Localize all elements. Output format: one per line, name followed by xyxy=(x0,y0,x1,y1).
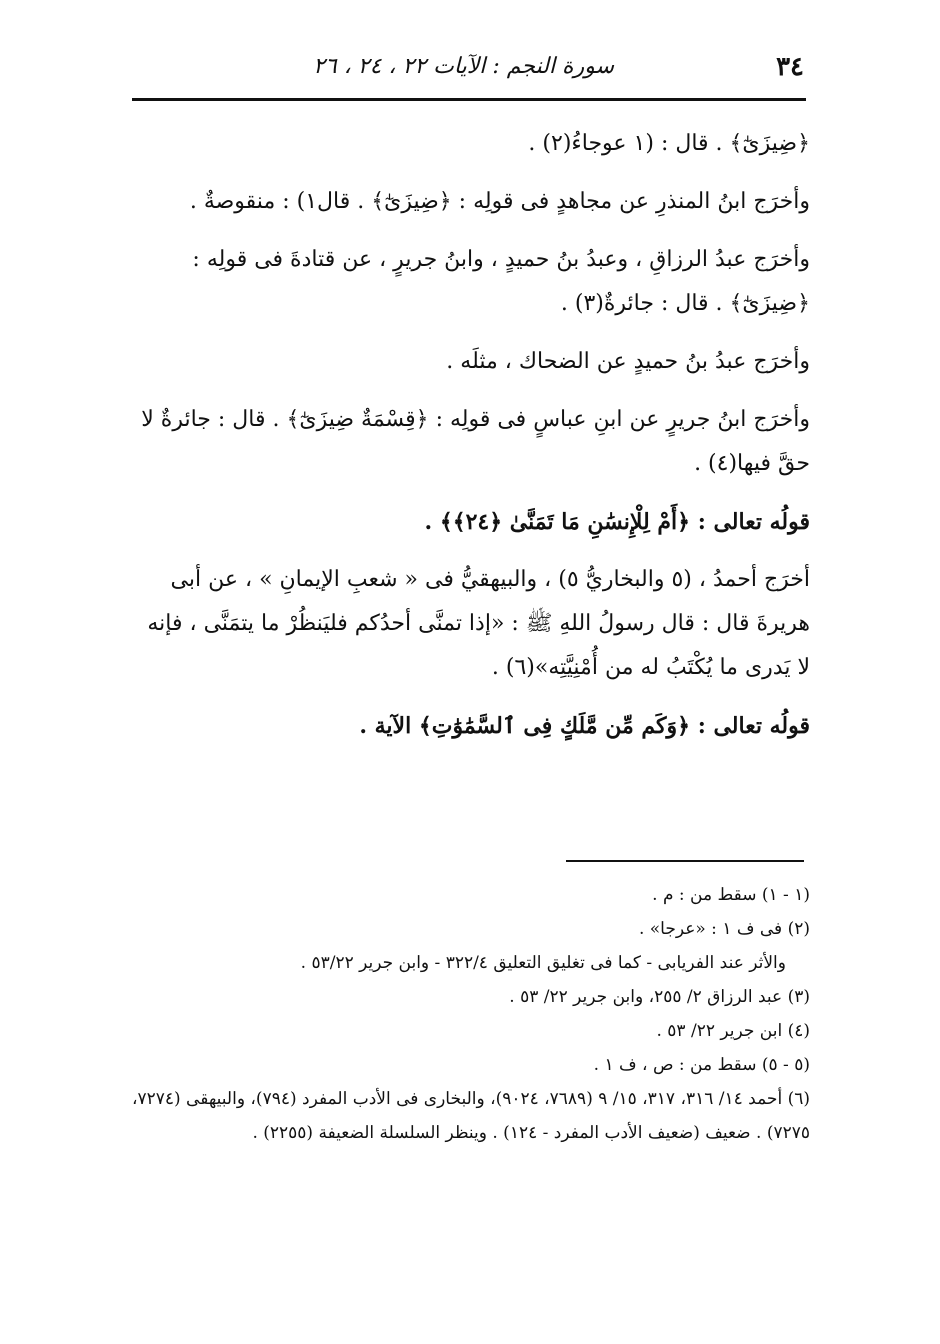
footnote: (٣) عبد الرزاق ٢/ ٢٥٥، وابن جرير ٢٢/ ٥٣ . xyxy=(509,987,810,1007)
paragraph: وأخرَج ابنُ جريرٍ عن ابنِ عباسٍ فى قولِه : ﴿قِسْمَةٌ ضِيزَىٰٓ﴾ . قال : جائرةٌ لا حقَّ فيها(٤) . xyxy=(141,407,810,476)
verse-heading: قولُه تعالى : ﴿أَمْ لِلْإِنسَٰنِ مَا تَمَنَّىٰ ﴿٢٤﴾﴾ . xyxy=(424,509,810,535)
main-text xyxy=(128,122,810,762)
footnote-rule xyxy=(566,860,804,862)
paragraph: وأخرَج عبدُ الرزاقِ ، وعبدُ بنُ حميدٍ ، وابنُ جريرٍ ، عن قتادةَ فى قولِه : ﴿ضِيزَىٰٓ﴾ . قال : جائرةٌ(٣) . xyxy=(192,247,810,316)
footnote: (٦) أحمد ١٤/ ٣١٦، ٣١٧، ١٥/ ٩ (٧٦٨٩، ٩٠٢٤)، والبخارى فى الأدب المفرد (٧٩٤)، والبيهقى (٧٢٧٤، ٧٢٧٥) . ضعيف (ضعيف الأدب المفرد - ١٢٤) . وينظر السلسلة الضعيفة (٢٢٥٥) . xyxy=(131,1089,810,1143)
verse-heading: قولُه تعالى : ﴿وَكَم مِّن مَّلَكٍ فِى ٱلسَّمَٰوَٰتِ﴾ الآية . xyxy=(359,713,810,739)
page-number: ٣٤ xyxy=(776,52,804,82)
footnotes xyxy=(128,878,810,1150)
hadith-paragraph: أخرَج أحمدُ ، (٥ والبخاريُّ ٥) ، والبيهقيُّ فى « شعبِ الإيمانِ » ، عن أبى هريرةَ قال : قال رسولُ اللهِ ﷺ : «إذا تمنَّى أحدُكم فليَنظُرْ ما يتمَنَّى ، فإنه لا يَدرى ما يُكْتَبُ له من أُمْنِيَّتِه»(٦) . xyxy=(147,567,810,680)
header-rule xyxy=(132,98,806,101)
footnote: (١ - ١) سقط من : م . xyxy=(652,885,810,905)
footnote: (٢) فى ف ١ : «عرجا» . xyxy=(638,919,810,939)
paragraph: ﴿ضِيزَىٰٓ﴾ . قال : (١ عوجاءُ(٢) . xyxy=(528,131,810,156)
paragraph: وأخرَج ابنُ المنذرِ عن مجاهدٍ فى قولِه : ﴿ضِيزَىٰٓ﴾ . قال١) : منقوصةٌ . xyxy=(189,189,810,214)
footnote: (٤) ابن جرير ٢٢/ ٥٣ . xyxy=(656,1021,810,1041)
footnote: (٥ - ٥) سقط من : ص ، ف ١ . xyxy=(593,1055,810,1075)
page-header xyxy=(132,50,804,86)
running-title: سورة النجم : الآيات ٢٢ ، ٢٤ ، ٢٦ xyxy=(313,54,614,79)
footnote: والأثر عند الفريابى - كما فى تغليق التعليق ٣٢٢/٤ - وابن جرير ٥٣/٢٢ . xyxy=(300,953,786,973)
paragraph: وأخرَج عبدُ بنُ حميدٍ عن الضحاك ، مثلَه . xyxy=(446,349,810,374)
